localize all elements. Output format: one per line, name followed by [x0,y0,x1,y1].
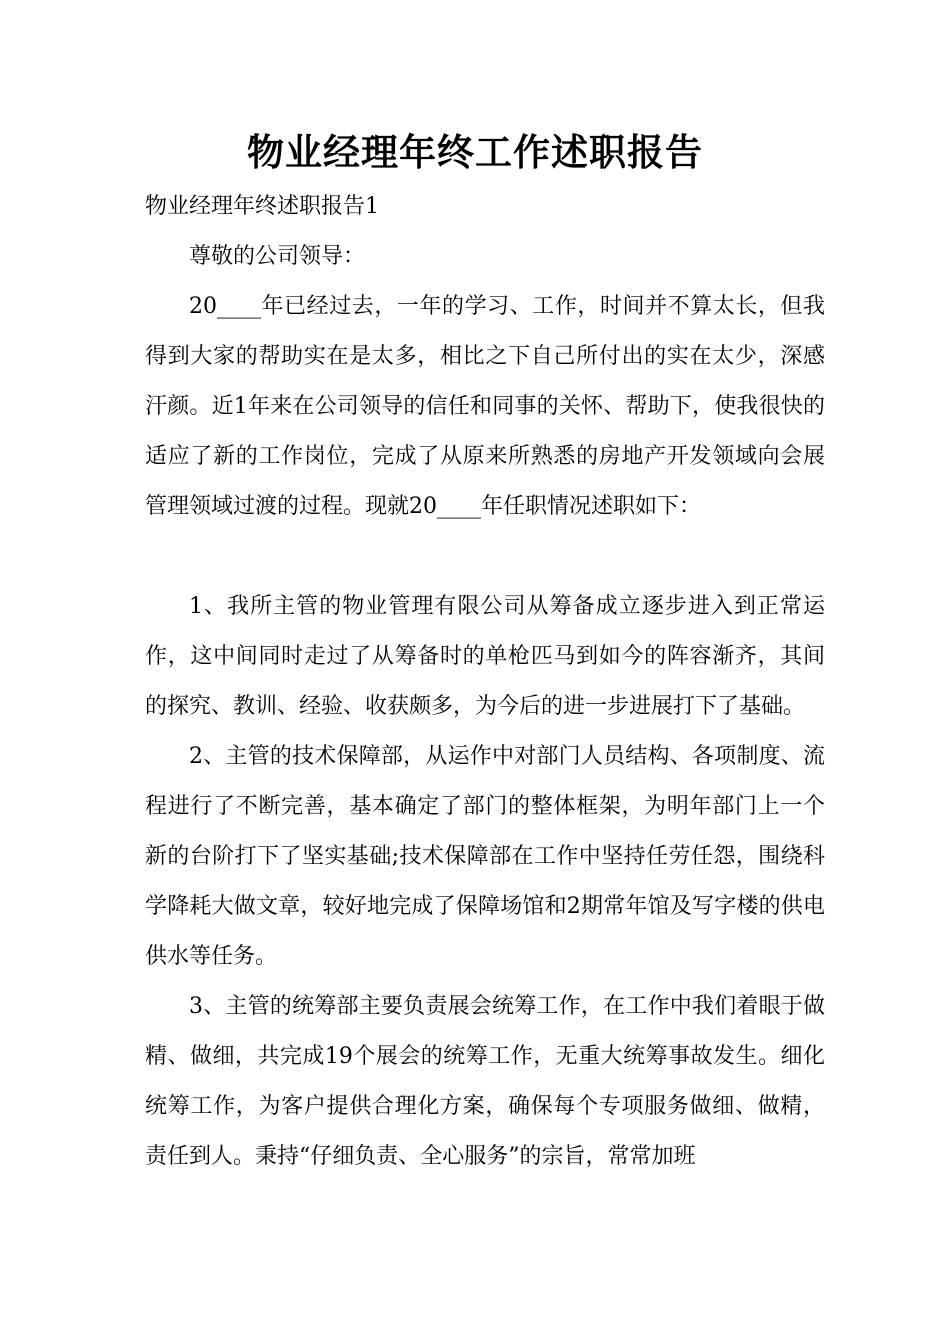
section-heading: 物业经理年终述职报告1 [145,194,379,219]
greeting-paragraph: 尊敬的公司领导： [189,244,366,269]
item-paragraph-1: 1、我所主管的物业管理有限公司从筹备成立逐步进入到正常运作，这中间同时走过了从筹备时的单枪匹马到如今的阵容渐齐，其间的探究、教训、经验、收获颇多，为今后的进一步进展打下了基础。 [145,594,825,719]
document-body [145,182,825,1182]
paragraph-spacer [145,532,825,582]
item-paragraph-2: 2、主管的技术保障部，从运作中对部门人员结构、各项制度、流程进行了不断完善，基本确定了部门的整体框架，为明年部门上一个新的台阶打下了坚实基础;技术保障部在工作中坚持任劳任怨，围绕科学降耗大做文章，较好地完成了保障场馆和2期常年馆及写字楼的供电供水等任务。 [145,744,825,969]
item-paragraph-3: 3、主管的统筹部主要负责展会统筹工作，在工作中我们着眼于做精、做细，共完成19个展会的统筹工作，无重大统筹事故发生。细化统筹工作，为客户提供合理化方案，确保每个专项服务做细、做精，责任到人。秉持“仔细负责、全心服务”的宗旨，常常加班 [145,994,825,1169]
intro-paragraph: 20____年已经过去，一年的学习、工作，时间并不算太长，但我得到大家的帮助实在是太多，相比之下自己所付出的实在太少，深感汗颜。近1年来在公司领导的信任和同事的关怀、帮助下，使我很快的适应了新的工作岗位，完成了从原来所熟悉的房地产开发领域向会展管理领域过渡的过程。现就20____年任职情况述职如下： [145,294,825,519]
document-title: 物业经理年终工作述职报告 [247,130,703,174]
